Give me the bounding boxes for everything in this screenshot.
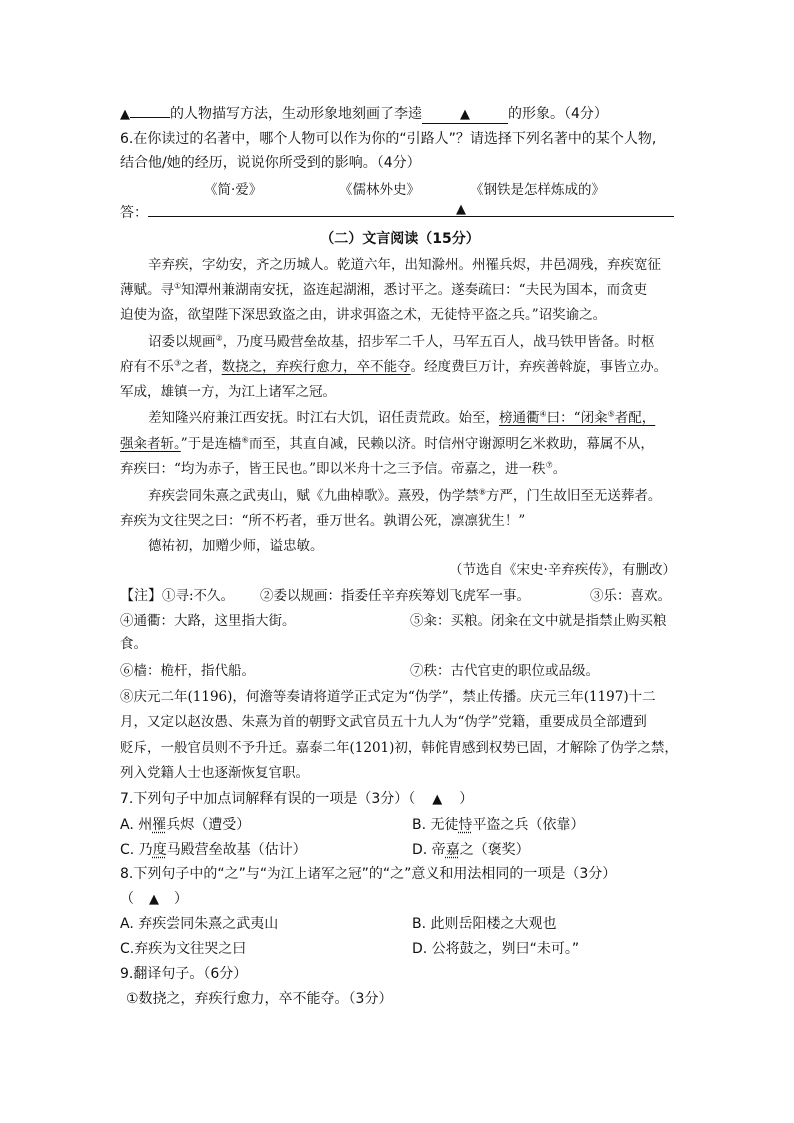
answer-line [148,216,674,217]
passage-source: （节选自《宋史·辛弃疾传》，有删改） [448,562,676,578]
notes-line: 贬斥，一般官员则不予升迁。嘉泰二年(1201)初，韩侂胄感到权势已固，才解除了伪学之禁， [120,740,678,756]
passage-line: 诏委以规画②，乃度马殿营垒故基，招步军二千人，马军五百人，战马铁甲皆备。时枢 [148,333,655,350]
answer-marker: ▲ [149,892,159,907]
answer-marker: ▲ [460,107,470,122]
q6-line-2: 结合他/她的经历，说说你所受到的影响。（4分） [120,155,421,171]
notes-line: 月，又定以赵汝愚、朱熹为首的朝野文武官员五十九人为“伪学”党籍，重要成员全部遭到 [120,714,647,730]
q9-stem: 9.翻译句子。（6分） [120,966,248,982]
answer-blank [130,117,170,118]
section-title: （二）文言阅读（15分） [320,231,480,247]
passage-line: 强籴者斩。”于是连樯⑥而至，其直自减，民赖以济。时信州守谢源明乞米救助，幕属不从， [120,435,654,452]
book-title: 《简·爱》 [204,182,263,198]
q5-tail-line [120,104,680,125]
option-b: B. 此则岳阳楼之大观也 [412,916,557,932]
option-c: C.弃疾为文往哭之曰 [120,941,247,957]
notes-line: 食。 [120,636,147,652]
q8-options-row [120,939,680,959]
underlined-sentence: 强籴者斩。 [120,436,181,452]
notes-line: ⑥樯：桅杆，指代船。 ⑦秩：古代官吏的职位或品级。 [120,663,599,679]
passage-line: 弃疾为文往哭之曰：“所不朽者，垂万世名。孰谓公死，凛凛犹生！” [120,513,526,529]
passage-line: 迫使为盗，欲望陛下深思致盗之由，讲求弭盗之术，无徒恃平盗之兵。”诏奖谕之。 [120,307,607,323]
notes-line: ④通衢：大路，这里指大街。 ⑤籴：买粮。闭籴在文中就是指禁止购买粮 [120,613,667,629]
passage-line: 弃疾尝同朱熹之武夷山，赋《九曲棹歌》。熹殁，伪学禁⑧方严，门生故旧至无送葬者。 [148,487,662,504]
q7-stem: 7.下列句子中加点词解释有误的一项是（3分）（ ▲ ） [120,789,680,810]
q6-line-1: 6.在你读过的名著中，哪个人物可以作为你的“引路人”？请选择下列名著中的某个人物, [120,131,657,147]
q5-text-1: 的人物描写方法，生动形象地刻画了李逵 [170,106,422,122]
q7-options-row [120,840,680,860]
notes-line: ⑧庆元二年(1196)，何澹等奏请将道学正式定为“伪学”，禁止传播。庆元三年(1197)十二 [120,689,656,705]
notes-line: 列入党籍人士也逐渐恢复官职。 [120,765,309,781]
passage-line: 差知隆兴府兼江西安抚。时江右大饥，诏任责荒政。始至，榜通衢④曰：“闭籴⑤者配， [148,409,656,426]
q7-options-row [120,815,680,835]
q9-sentence-1: ①数挠之，弃疾行愈力，卒不能夺。（3分） [126,991,393,1007]
passage-line: 府有不乐③之者，数挠之，弃疾行愈力，卒不能夺。经度费巨万计，弃疾善斡旋，事皆立办。 [120,358,668,375]
q8-options-row [120,914,680,934]
passage-line: 薄赋。寻①知潭州兼湖南安抚，盗连起湖湘，悉讨平之。遂奏疏曰：“夫民为国本，而贪吏 [120,281,648,298]
q8-answer-paren: （ ▲ ） [120,889,680,910]
option-a: A. 州罹兵烬（遭受） [120,817,251,833]
notes-label: 【注】 [120,588,162,604]
underlined-sentence: 榜通衢④曰：“闭籴⑤者配， [499,409,656,426]
answer-label: 答： [120,205,148,221]
option-d: D. 公将鼓之，刿曰“未可。” [412,941,580,957]
answer-marker: ▲ [456,202,466,217]
book-title: 《钢铁是怎样炼成的》 [470,182,605,198]
option-b: B. 无徒恃平盗之兵（依靠） [412,817,585,833]
q5-text-2: 的形象。（4分） [508,106,608,122]
option-c: C. 乃度马殿营垒故基（估计） [120,842,307,858]
answer-blank [422,106,508,124]
notes-line: 【注】①寻:不久。 ②委以规画：指委任辛弃疾筹划飞虎军一事。 ③乐：喜欢。 [120,588,671,604]
option-d: D. 帝嘉之（褒奖） [412,842,530,858]
option-a: A. 弃疾尝同朱熹之武夷山 [120,916,279,932]
passage-line: 军成，雄镇一方，为江上诸军之冠。 [120,384,336,400]
q8-stem: 8.下列句子中的“之”与“为江上诸军之冠”的“之”意义和用法相同的一项是（3分） [120,866,617,882]
passage-line: 弃疾曰：“均为赤子，皆王民也。”即以米舟十之三予信。帝嘉之，进一秩⑦。 [120,460,567,477]
answer-marker: ▲ [432,792,443,807]
answer-marker: ▲ [120,107,130,122]
underlined-sentence: 数挠之，弃疾行愈力，卒不能夺 [221,359,411,375]
passage-line: 德祐初，加赠少师，谥忠敏。 [148,538,324,554]
passage-line: 辛弃疾，字幼安，齐之历城人。乾道六年，出知滁州。州罹兵烬，井邑凋残，弃疾宽征 [148,257,661,273]
book-title: 《儒林外史》 [339,182,420,198]
